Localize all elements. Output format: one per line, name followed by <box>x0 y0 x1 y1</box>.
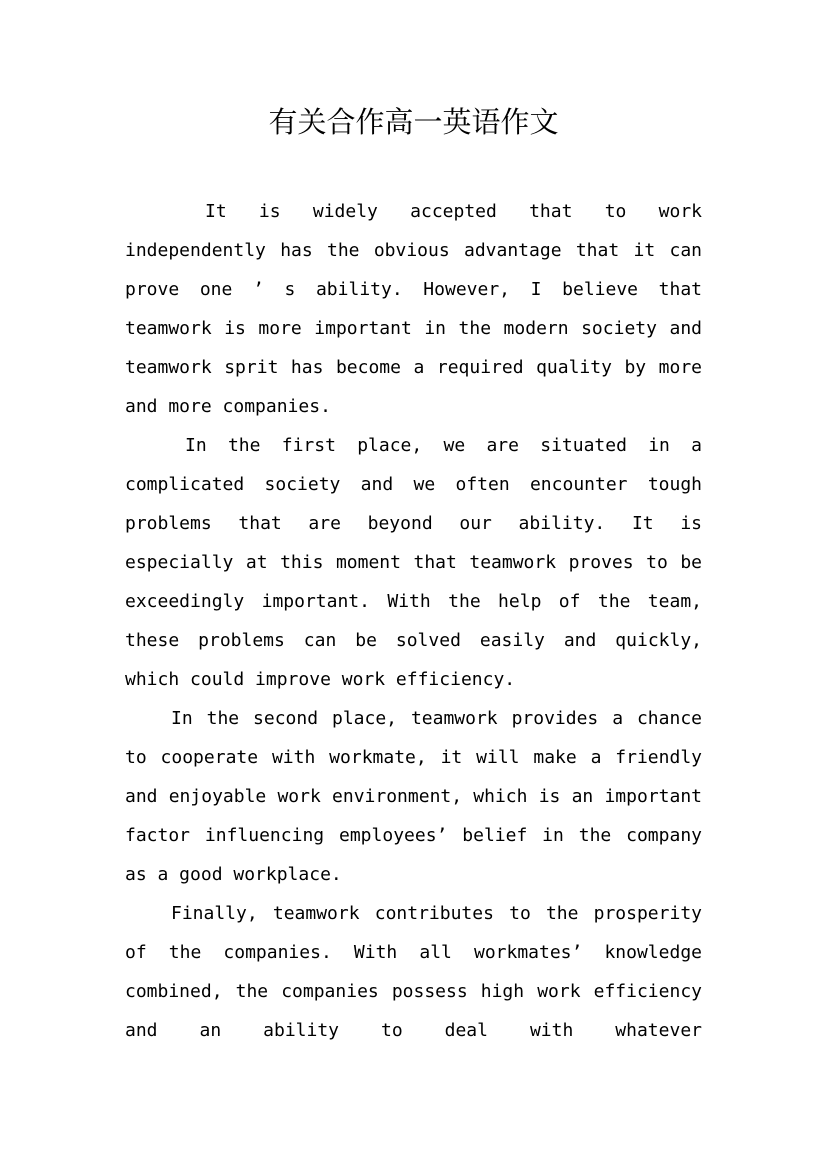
paragraph-2: In the first place, we are situated in a complicated society and we often encounter tough problems that are beyond our ability. It is especially at this moment that teamwork proves to be exceedingly important. With the help of the team, these problems can be solved easily and quickly, which could improve work efficiency. <box>125 435 702 690</box>
document-body <box>125 192 702 1050</box>
paragraph-1: It is widely accepted that to work independently has the obvious advantage that it can prove one ’ s ability. However, I believe that teamwork is more important in the modern society and teamwork sprit has become a required quality by more and more companies. <box>125 201 702 417</box>
document-title: 有关合作高一英语作文 <box>268 105 559 139</box>
paragraph-3: In the second place, teamwork provides a chance to cooperate with workmate, it will make a friendly and enjoyable work environment, which is an important factor influencing employees’ belief in the company as a good workplace. <box>125 708 702 885</box>
paragraph-4: Finally, teamwork contributes to the prosperity of the companies. With all workmates’ knowledge combined, the companies possess high work efficiency and an ability to deal with whatever <box>125 903 702 1041</box>
